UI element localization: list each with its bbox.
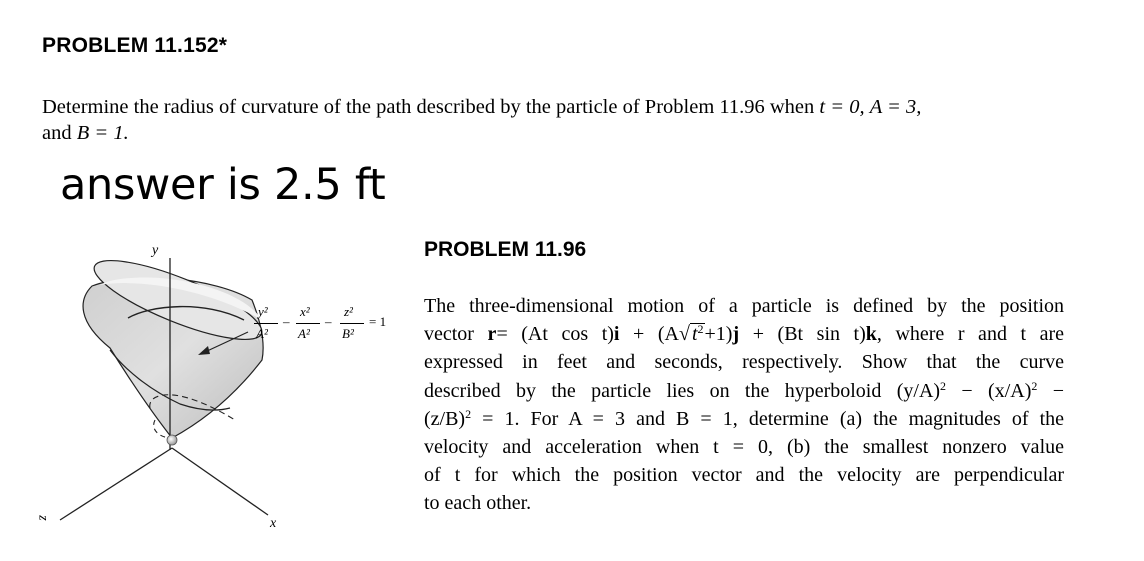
text-vector: vector xyxy=(424,323,474,346)
para-line-5: $(z/B)^2 = 1$. For A = 3 and B = 1, determine (a) the magnitudes of the xyxy=(424,406,1064,430)
eq-term-1: = (At cos t) xyxy=(496,323,614,346)
eq-term-2: + (A xyxy=(633,323,679,346)
condition-t: t = 0, xyxy=(819,96,865,118)
eq-fraction-bar-3 xyxy=(340,323,364,324)
para-line-4: described by the particle lies on the hyperboloid $(y/A)^2 - (x/A)^2$ − xyxy=(424,378,1064,402)
statement-text-part1: Determine the radius of curvature of the path described by the particle of Problem 11.96 when xyxy=(42,96,815,118)
axis-label-y: y xyxy=(152,243,159,258)
hyperboloid-equation xyxy=(252,304,402,350)
statement-text-part2: and xyxy=(42,122,72,144)
z-axis-line xyxy=(60,448,172,520)
unit-i: i xyxy=(613,323,620,346)
eq-term-3: + (Bt sin t) xyxy=(752,323,866,346)
axis-label-x: x xyxy=(270,516,277,531)
eq-numerator-x2: x² xyxy=(300,304,310,319)
problem-11-96-text xyxy=(424,292,1064,518)
condition-b: B = 1. xyxy=(76,122,129,144)
eq-term-2-tail: +1) xyxy=(704,323,733,346)
unit-j: j xyxy=(732,323,740,346)
line2-tail: , where r and t are xyxy=(876,323,1065,346)
para-line-1: The three-dimensional motion of a particle is defined by the position xyxy=(424,295,1064,317)
eq-fraction-bar-1 xyxy=(254,323,278,324)
sqrt-icon: √ xyxy=(678,323,690,346)
axis-label-z: z xyxy=(35,515,51,521)
para-line-2 xyxy=(424,320,1064,348)
eq-minus-1: – xyxy=(283,314,290,329)
unit-k: k xyxy=(865,323,877,346)
problem-11-96-title: PROBLEM 11.96 xyxy=(424,238,587,261)
para-line-3: expressed in feet and seconds, respectively. Show that the curve xyxy=(424,351,1064,374)
condition-a: A = 3, xyxy=(869,96,922,118)
eq-fraction-bar-2 xyxy=(296,323,320,324)
x-axis-line xyxy=(172,448,268,515)
para-line-6: velocity and acceleration when t = 0, (b) the smallest nonzero value xyxy=(424,436,1064,459)
eq-denominator-b2: B² xyxy=(342,326,354,341)
handwritten-answer: answer is 2.5 ft xyxy=(60,160,386,210)
eq-minus-2: – xyxy=(325,314,332,329)
para-line-7: of t for which the position vector and the velocity are perpendicular xyxy=(424,464,1064,487)
para-line-8: to each other. xyxy=(424,492,532,515)
eq-denominator-a2-1: A² xyxy=(256,326,268,341)
eq-numerator-y2: y² xyxy=(258,304,268,319)
eq-numerator-z2: z² xyxy=(344,304,353,319)
eq-equals-one: = 1 xyxy=(369,314,387,329)
vector-r: r xyxy=(487,323,497,346)
radicand: $t^2$ xyxy=(691,322,704,346)
particle-dot xyxy=(167,435,177,445)
eq-denominator-a2-2: A² xyxy=(298,326,310,341)
problem-11-152-title: PROBLEM 11.152* xyxy=(42,34,228,57)
